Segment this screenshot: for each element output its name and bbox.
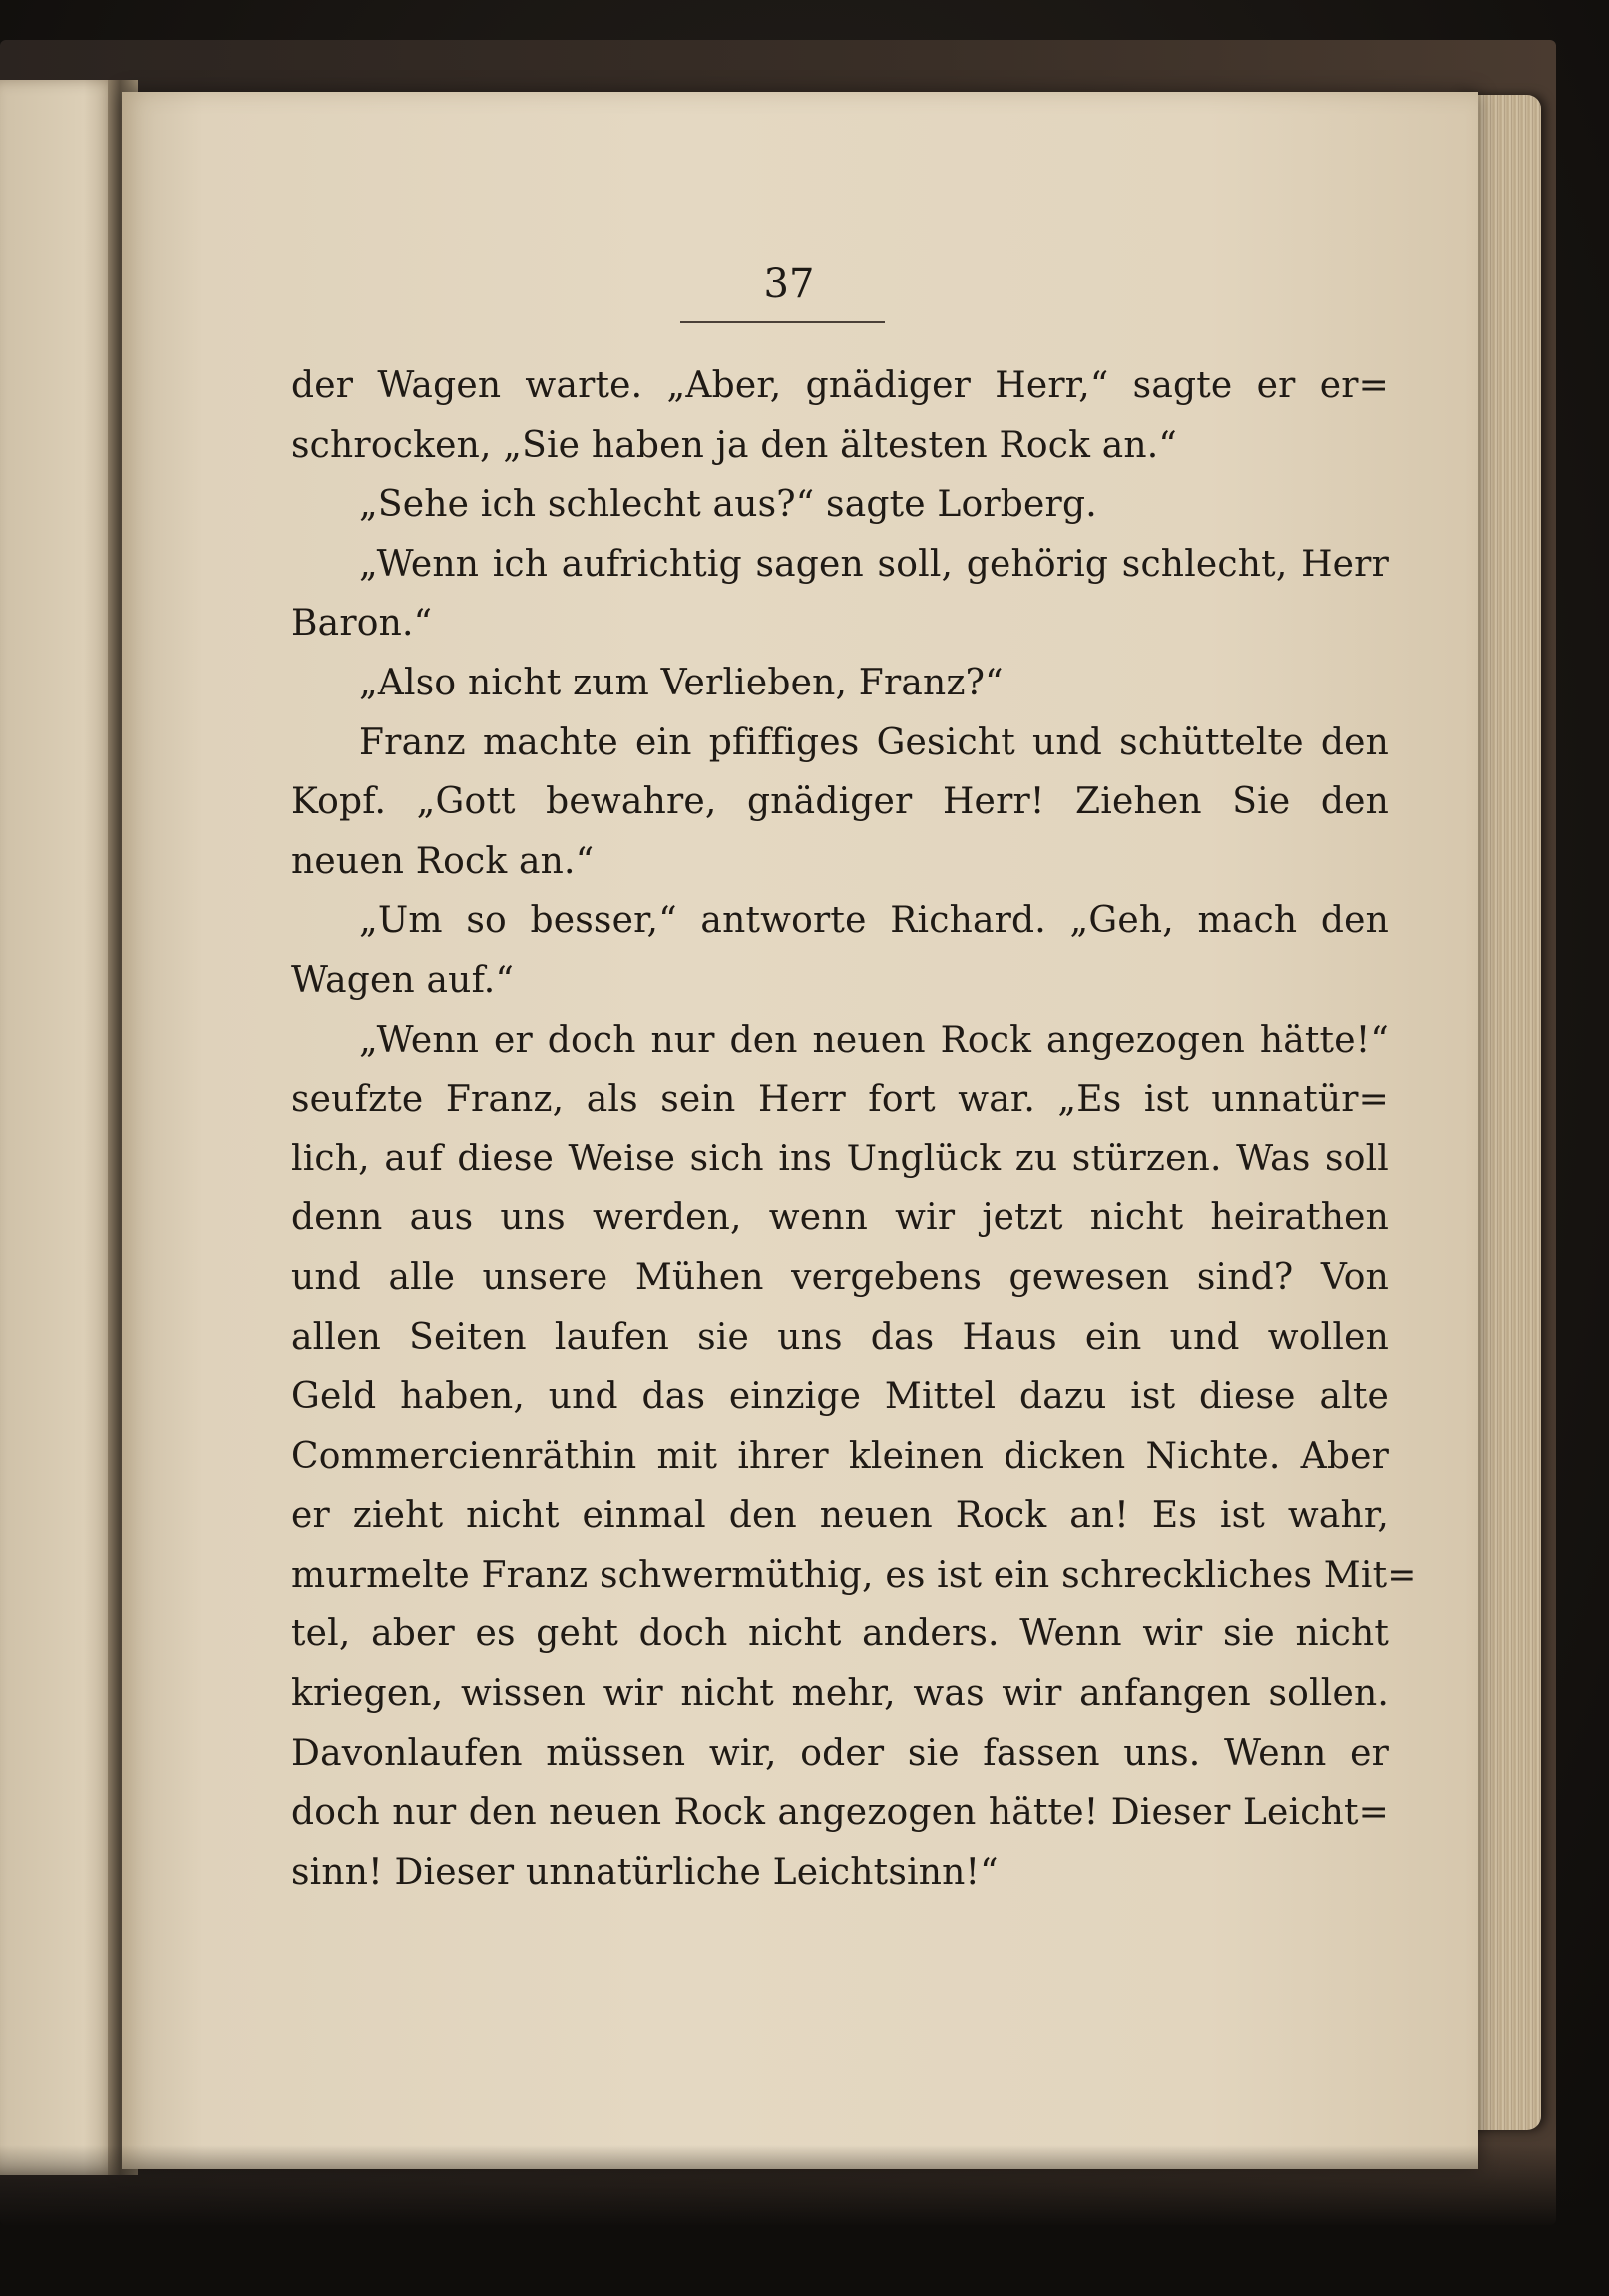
text-line-content: und alle unsere Mühen vergebens gewesen sind? Von [291, 1256, 1389, 1298]
text-line-content: Baron.“ [291, 603, 433, 645]
text-line [291, 654, 1389, 713]
text-line [291, 1308, 1389, 1368]
text-line-content: sinn! Dieser unnatürliche Leichtsinn!“ [291, 1851, 999, 1893]
text-line-content: murmelte Franz schwermüthig, es ist ein schreckliches Mit= [291, 1554, 1417, 1596]
text-line-content: neuen Rock an.“ [291, 840, 595, 882]
text-line [291, 772, 1389, 832]
text-line [291, 1130, 1389, 1189]
text-line-content: Geld haben, und das einzige Mittel dazu ist diese alte [291, 1376, 1389, 1418]
text-line-content: lich, auf diese Weise sich ins Unglück zu stürzen. Was soll [291, 1138, 1389, 1179]
book-page [122, 92, 1478, 2169]
text-line-content: der Wagen warte. „Aber, gnädiger Herr,“ sagte er er= [291, 365, 1389, 406]
text-line [291, 1605, 1389, 1664]
text-line [291, 1070, 1389, 1130]
text-line-content: Davonlaufen müssen wir, oder sie fassen uns. Wenn er [291, 1732, 1389, 1774]
text-line-content: allen Seiten laufen sie uns das Haus ein und wollen [291, 1316, 1389, 1358]
text-line-content: Wagen auf.“ [291, 959, 515, 1001]
text-line-content: er zieht nicht einmal den neuen Rock an! Es ist wahr, [291, 1495, 1389, 1537]
text-line [291, 1783, 1389, 1843]
text-line [291, 1367, 1389, 1427]
text-line-content: kriegen, wissen wir nicht mehr, was wir anfangen sollen. [291, 1673, 1389, 1715]
text-line-content: seufzte Franz, als sein Herr fort war. „Es ist unnatür= [291, 1079, 1389, 1121]
text-line-content: „Um so besser,“ antworte Richard. „Geh, mach den [359, 900, 1389, 942]
text-line [291, 1843, 1389, 1903]
text-line-content: denn aus uns werden, wenn wir jetzt nicht heirathen [291, 1197, 1389, 1239]
text-line [291, 416, 1389, 476]
text-line [291, 356, 1389, 416]
text-line [291, 1486, 1389, 1546]
text-line [291, 832, 1389, 892]
text-line [291, 1011, 1389, 1071]
text-line-content: tel, aber es geht doch nicht anders. Wenn wir sie nicht [291, 1613, 1389, 1655]
text-line [291, 951, 1389, 1011]
text-line [291, 1724, 1389, 1784]
bottom-shadow [0, 2145, 1609, 2296]
text-line [291, 1248, 1389, 1308]
left-page [0, 80, 120, 2175]
text-line-content: „Also nicht zum Verlieben, Franz?“ [359, 662, 1004, 703]
page-number: 37 [763, 261, 815, 307]
text-line-content: Franz machte ein pfiffiges Gesicht und schüttelte den [359, 721, 1389, 763]
text-line [291, 475, 1389, 535]
text-line-content: doch nur den neuen Rock angezogen hätte! Dieser Leicht= [291, 1792, 1389, 1834]
text-line-content: „Sehe ich schlecht aus?“ sagte Lorberg. [359, 484, 1097, 526]
header-rule [680, 321, 885, 323]
body-text [291, 356, 1417, 1902]
text-line [291, 1188, 1389, 1248]
text-line [291, 535, 1389, 595]
text-line-content: Kopf. „Gott bewahre, gnädiger Herr! Ziehen Sie den [291, 781, 1389, 823]
text-line [291, 713, 1389, 773]
text-line-content: schrocken, „Sie haben ja den ältesten Rock an.“ [291, 424, 1178, 466]
text-line-content: „Wenn er doch nur den neuen Rock angezogen hätte!“ [359, 1019, 1389, 1061]
text-line-content: Commercienräthin mit ihrer kleinen dicken Nichte. Aber [291, 1435, 1389, 1477]
text-line [291, 1664, 1389, 1724]
text-line-content: „Wenn ich aufrichtig sagen soll, gehörig schlecht, Herr [359, 543, 1389, 585]
text-line [291, 891, 1389, 951]
text-line [291, 1427, 1389, 1487]
text-line [291, 1546, 1417, 1606]
text-line [291, 594, 1389, 654]
